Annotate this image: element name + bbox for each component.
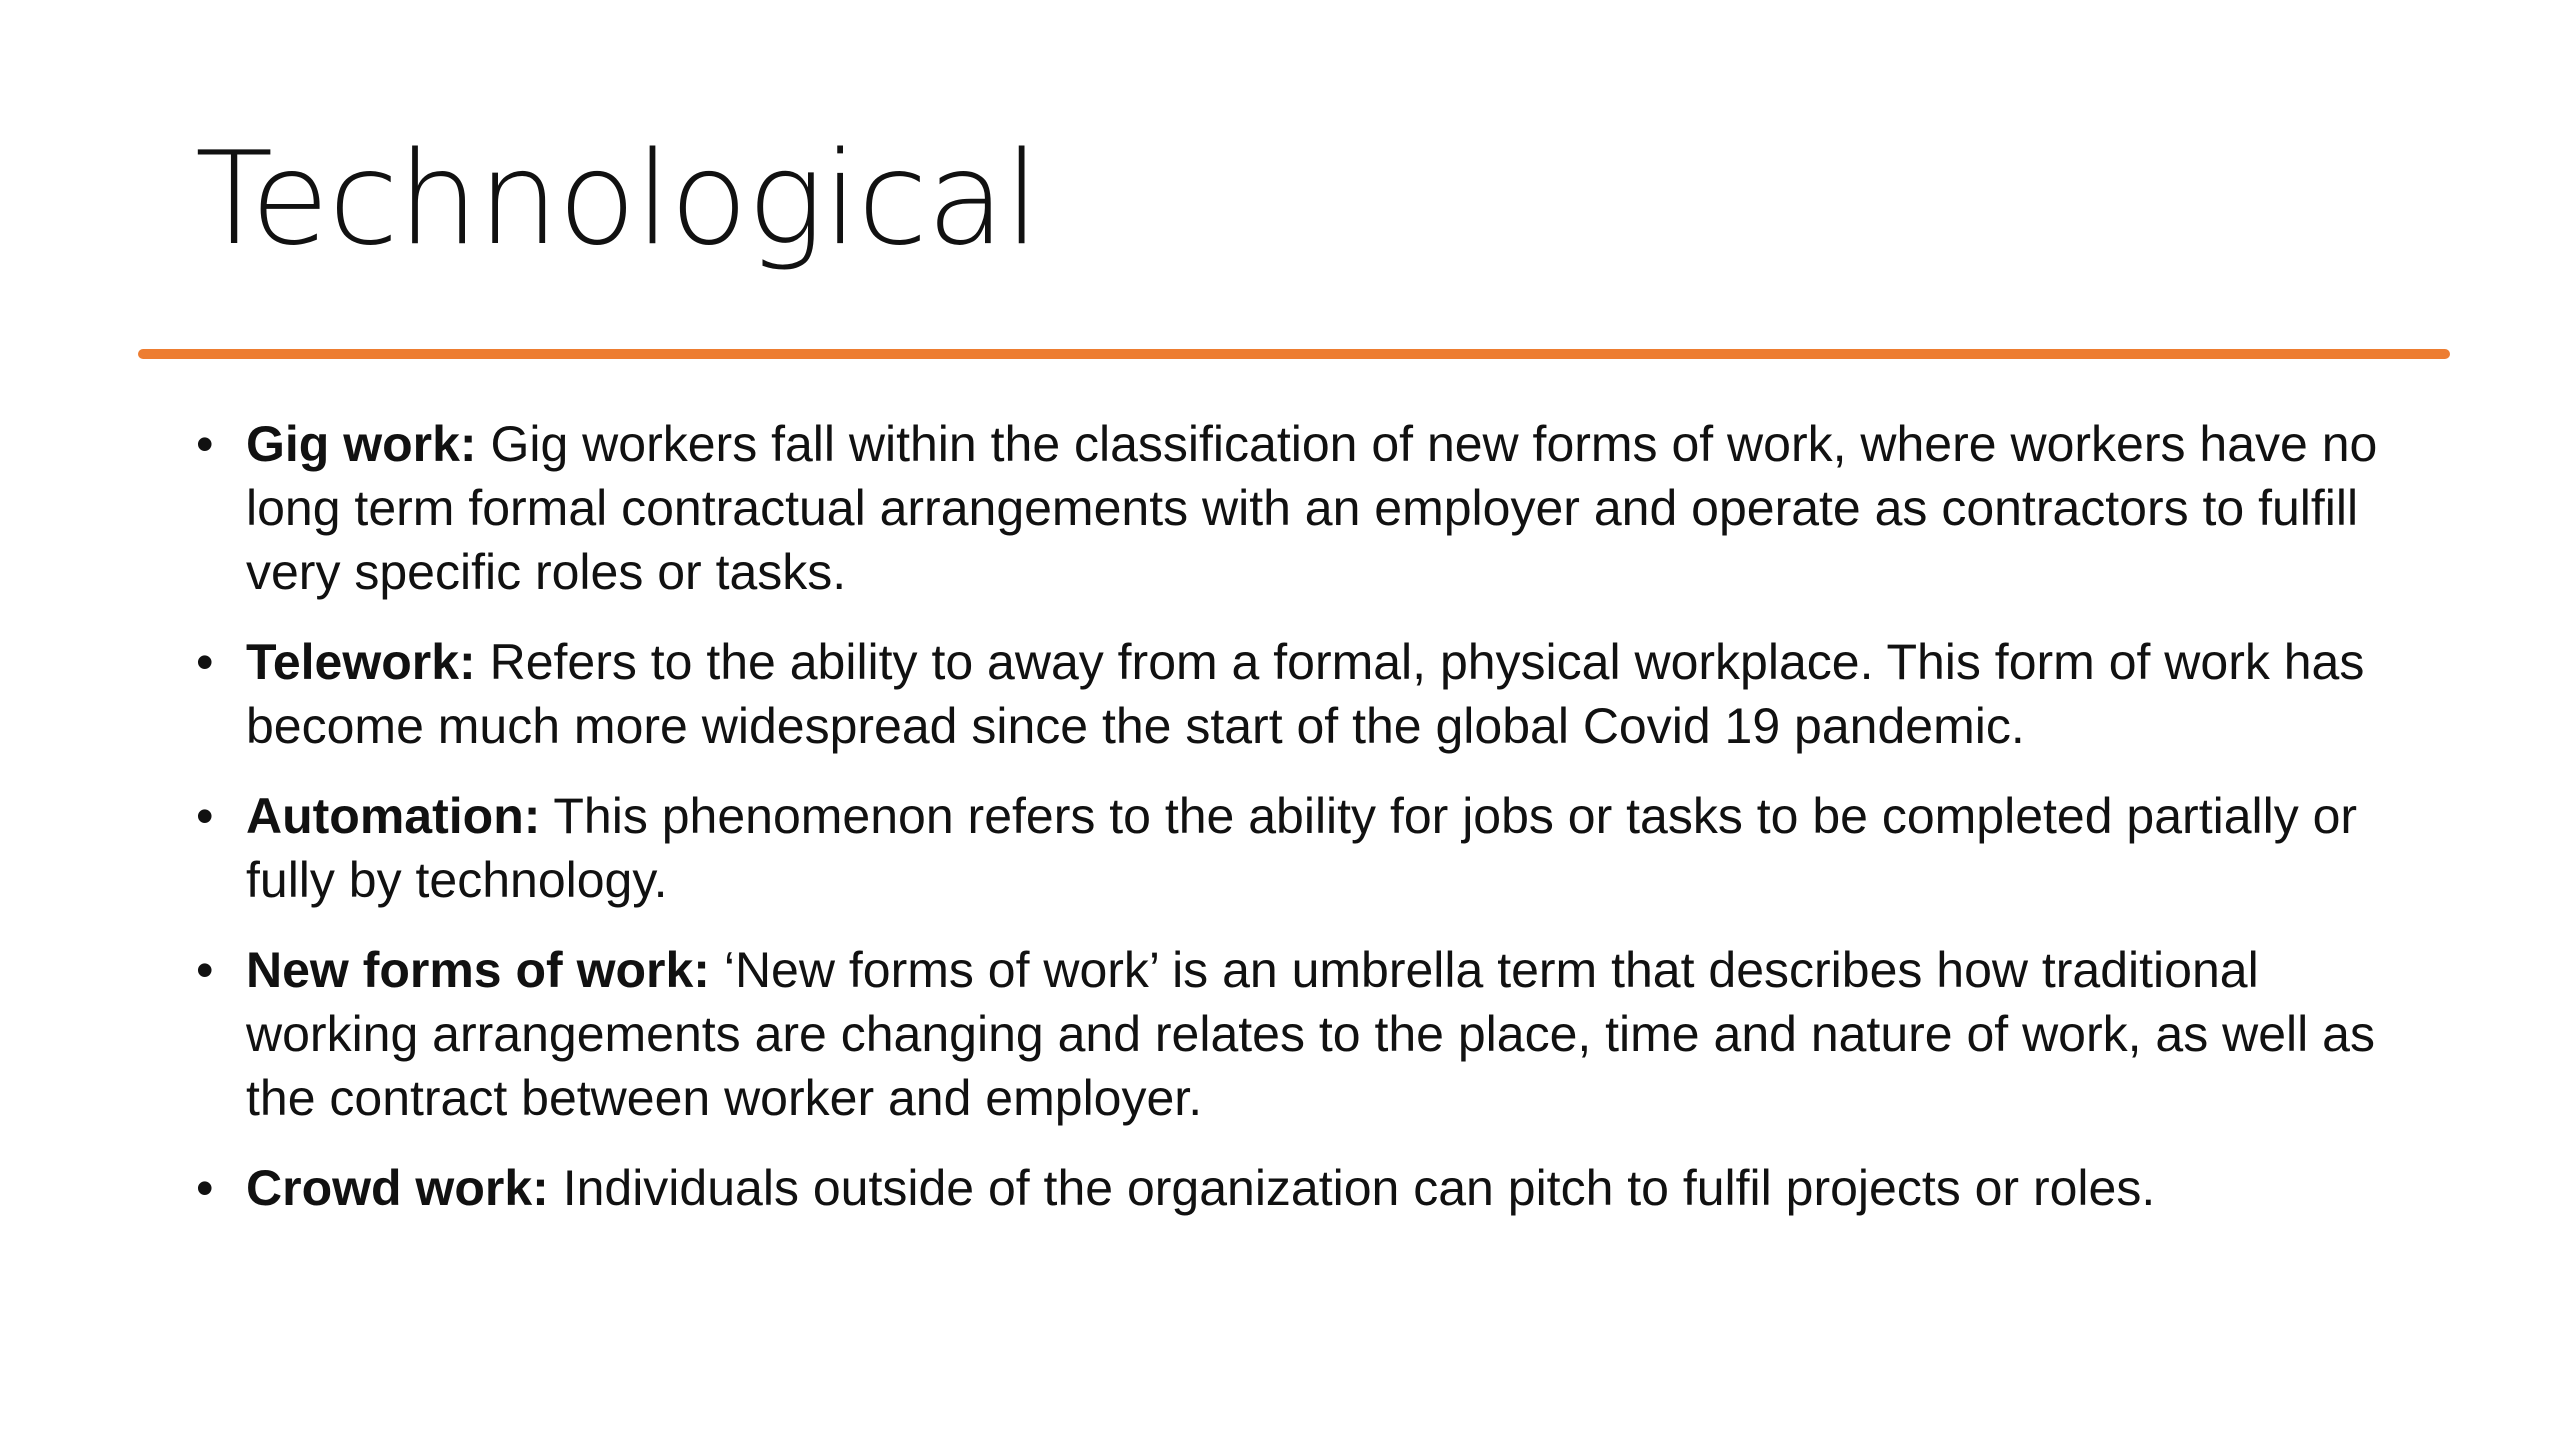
bullet-term: New forms of work: <box>246 942 710 998</box>
bullet-item-gig-work <box>196 412 2396 604</box>
bullet-text: Refers to the ability to away from a formal, physical workplace. This form of work has become much more widespread since the start of the global Covid 19 pandemic. <box>246 634 2365 754</box>
bullet-dot-icon: • <box>196 788 214 844</box>
bullet-dot-icon: • <box>196 1160 214 1216</box>
bullet-item-automation <box>196 784 2396 912</box>
bullet-dot-icon: • <box>196 942 214 998</box>
bullet-text: This phenomenon refers to the ability for jobs or tasks to be completed partially or fully by technology. <box>246 788 2358 908</box>
bullet-text: Gig workers fall within the classification of new forms of work, where workers have no long term formal contractual arrangements with an employer and operate as contractors to fulfill very specific roles or tasks. <box>246 416 2378 600</box>
bullet-term: Telework: <box>246 634 476 690</box>
bullet-term: Crowd work: <box>246 1160 549 1216</box>
title-underline <box>138 349 2450 359</box>
bullet-dot-icon: • <box>196 416 214 472</box>
bullet-term: Automation: <box>246 788 541 844</box>
bullet-item-crowd-work <box>196 1156 2396 1220</box>
bullet-item-telework <box>196 630 2396 758</box>
bullet-list <box>196 412 2396 1246</box>
bullet-dot-icon: • <box>196 634 214 690</box>
slide-title: Technological <box>195 125 1039 274</box>
bullet-text: Individuals outside of the organization can pitch to fulfil projects or roles. <box>548 1160 2156 1216</box>
bullet-term: Gig work: <box>246 416 477 472</box>
bullet-item-new-forms-of-work <box>196 938 2396 1130</box>
bullet-text: ‘New forms of work’ is an umbrella term that describes how traditional working arrangements are changing and relates to the place, time and nature of work, as well as the contract between worker and employer. <box>246 942 2375 1126</box>
